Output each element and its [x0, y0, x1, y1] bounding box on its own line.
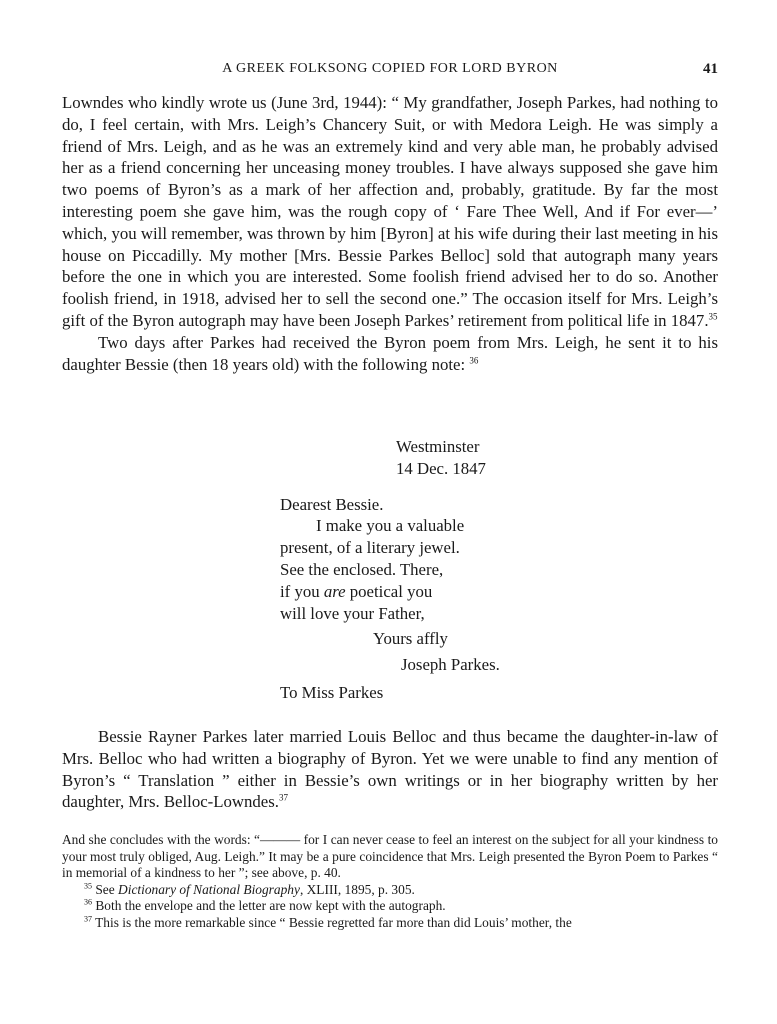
main-text: [62, 92, 718, 375]
footnote-37: $^{37}$ This is the more remarkable since “ Bessie regretted far more than did Louis’ mother, the: [84, 914, 572, 930]
quoted-letter: [280, 436, 540, 704]
letter-salutation: Dearest Bessie.: [280, 494, 384, 514]
dnb-title: Dictionary of National Biography: [118, 881, 300, 897]
letter-signature: Joseph Parkes.: [401, 655, 500, 675]
footnote-ref-35: 35: [708, 311, 718, 322]
running-title: A GREEK FOLKSONG COPIED FOR LORD BYRON: [222, 61, 558, 76]
paragraph-3-text: Bessie Rayner Parkes later married Louis Belloc and thus became the daughter-in-law of Mrs. Belloc who had written a biography of Byron. Yet we were unable to find any mention of Byron’s “ Translation ” either in Bessie’s own writings or in her biography written by her daughter, Mrs. Belloc-Lowndes.: [62, 727, 718, 812]
footnote-continuation: And she concludes with the words: “——— for I can never cease to feel an interest on the subject for all your kindness to your most truly obliged, Aug. Leigh.” It may be a pure coincidence that Mrs. Leigh presented the Byron Poem to Parkes “ in memorial of a kindness to her ”; see above, p. 40.: [62, 832, 718, 881]
footnotes: [62, 832, 718, 932]
letter-closing: Yours affly: [373, 629, 448, 649]
letter-line-1: I make you a valuable: [316, 516, 465, 536]
paragraph-2-text: Two days after Parkes had received the Byron poem from Mrs. Leigh, he sent it to his daughter Bessie (then 18 years old) with the following note:: [62, 332, 718, 374]
paragraph-letter-quote: [62, 92, 718, 332]
letter-date: 14 Dec. 1847: [396, 458, 486, 478]
footnote-35: $^{35}$ See Dictionary of National Biography, XLIII, 1895, p. 305.: [84, 881, 415, 897]
letter-place: Westminster: [396, 437, 480, 456]
paragraph-1-text: Lowndes who kindly wrote us (June 3rd, 1944): “ My grandfather, Joseph Parkes, had nothing to do, I feel certain, with Mrs. Leigh’s Chancery Suit, or with Medora Leigh. He was simply a friend of Mrs. Leigh, and as he was an extremely kind and very able man, he probably advised her as a friend concerning her unceasing money troubles. I have always supposed she gave him two poems of Byron’s as a mark of her affection and, probably, gratitude. By far the most interesting poem she gave him, was the rough copy of ‘ Fare Thee Well, And if For ever—’ which, you will remember, was thrown by him [Byron] at his wife during their last meeting in his house on Piccadilly. My mother [Mrs. Bessie Parkes Belloc] sold that autograph many years before the one in which you are interested. Some foolish friend advised her to do so. Another foolish friend, in 1918, advised her to sell the second one.” The occasion itself for Mrs. Leigh’s gift of the Byron autograph may have been Joseph Parkes’ retirement from political life in 1847.: [62, 93, 718, 330]
page-number: 41: [703, 61, 718, 77]
page-header: [62, 58, 718, 80]
paragraph-belloc: [62, 726, 718, 813]
letter-addressee: To Miss Parkes: [280, 682, 384, 702]
letter-line-5: will love your Father,: [280, 603, 425, 623]
footnote-ref-37: 37: [278, 792, 288, 803]
footnote-36: $^{36}$ Both the envelope and the letter are now kept with the autograph.: [84, 897, 446, 914]
paragraph-parkes-note: [62, 332, 718, 376]
letter-line-2: present, of a literary jewel.: [280, 538, 460, 558]
letter-line-3: See the enclosed. There,: [280, 559, 444, 579]
emphasis-are: are: [323, 581, 346, 601]
letter-line-4: if you are poetical you: [280, 581, 433, 601]
footnote-ref-36: 36: [469, 354, 479, 365]
